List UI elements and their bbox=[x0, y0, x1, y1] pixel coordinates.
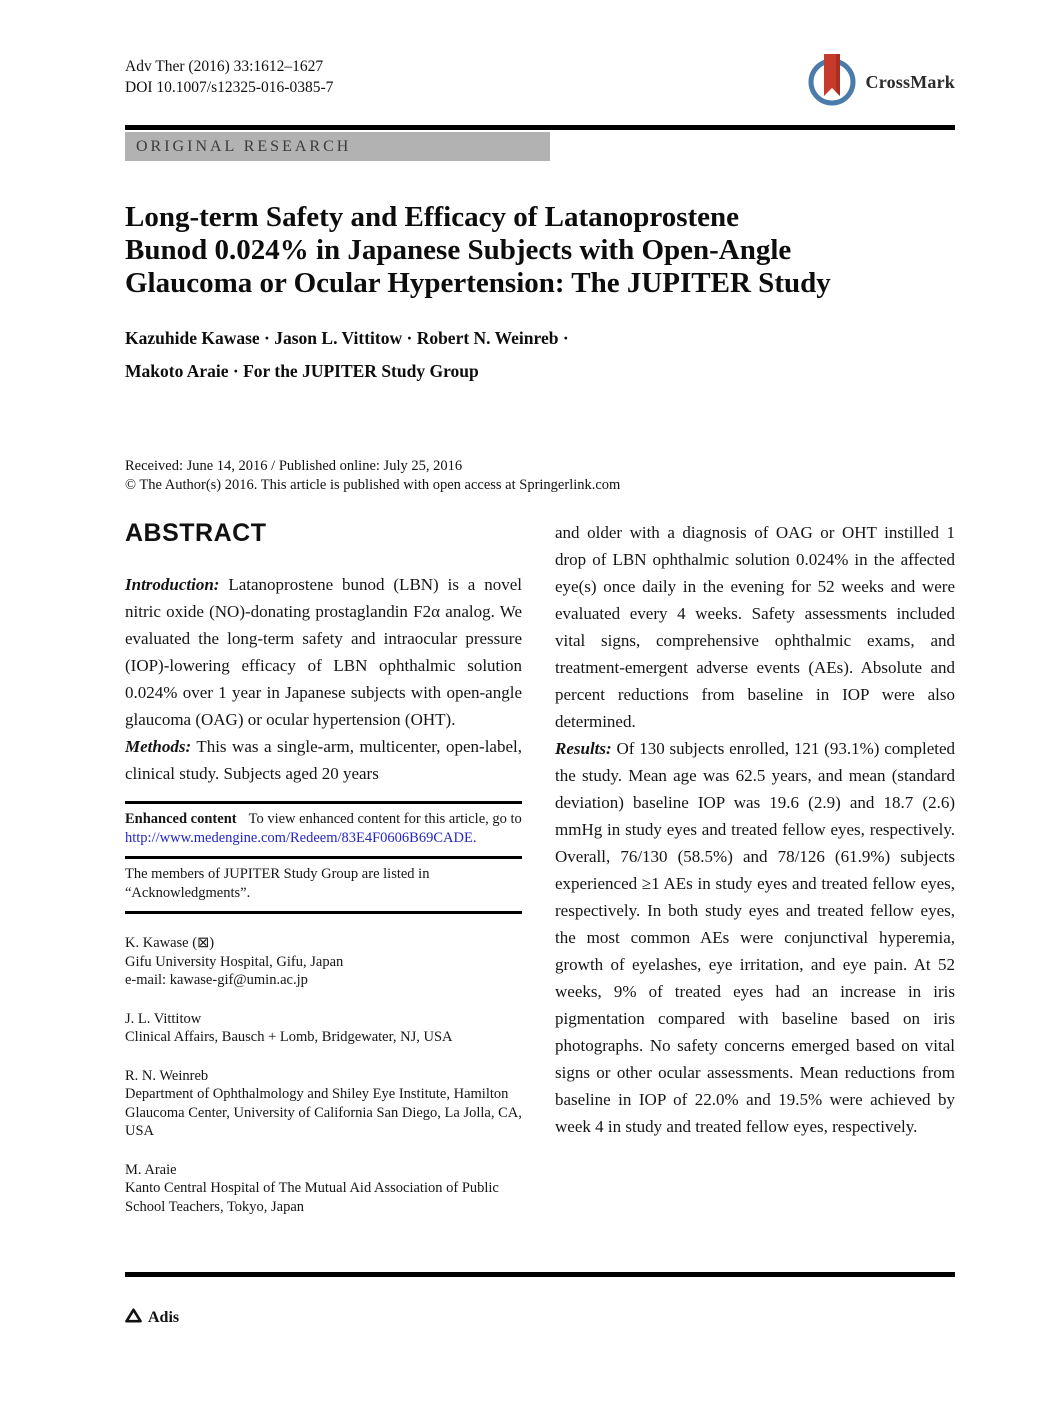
footnote-weinreb bbox=[125, 1067, 522, 1141]
article-title bbox=[125, 201, 955, 300]
crossmark-badge[interactable] bbox=[806, 52, 955, 113]
author-list bbox=[125, 322, 955, 387]
section-band bbox=[125, 132, 550, 161]
enhanced-content-label: Enhanced content bbox=[125, 811, 237, 827]
page-header bbox=[125, 0, 955, 113]
enhanced-content-link[interactable]: http://www.medengine.com/Redeem/83E4F0606B69CADE. bbox=[125, 829, 477, 846]
study-group-note: The members of JUPITER Study Group are listed in “Acknowledgments”. bbox=[125, 859, 522, 914]
footnote-vittitow bbox=[125, 1010, 522, 1047]
title-line: Bunod 0.024% in Japanese Subjects with Open-Angle bbox=[125, 234, 792, 266]
doi: DOI 10.1007/s12325-016-0385-7 bbox=[125, 79, 334, 96]
affiliations-footnotes bbox=[125, 934, 522, 1216]
title-line: Glaucoma or Ocular Hypertension: The JUPITER Study bbox=[125, 267, 831, 299]
abstract-methods-continued: and older with a diagnosis of OAG or OHT instilled 1 drop of LBN ophthalmic solution 0.024% in the affected eye(s) once daily in the evening for 52 weeks and were evaluated every 4 weeks. Safety assessments included vital signs, comprehensive ophthalmic exams, and treatment-emergent adverse events (AEs). Absolute and percent reductions from baseline in IOP were also determined. bbox=[555, 523, 955, 731]
journal-citation: Adv Ther (2016) 33:1612–1627 bbox=[125, 58, 324, 75]
journal-info bbox=[125, 56, 333, 98]
publisher-logo bbox=[125, 1308, 179, 1328]
footnote-author-name: M. Araie bbox=[125, 1161, 177, 1178]
footer-rule bbox=[125, 1272, 955, 1277]
footnote-email: e-mail: kawase-gif@umin.ac.jp bbox=[125, 972, 308, 988]
abstract-heading: ABSTRACT bbox=[125, 519, 267, 547]
crossmark-icon bbox=[806, 52, 858, 113]
title-line: Long-term Safety and Efficacy of Latanoprostene bbox=[125, 201, 740, 233]
results-text: Of 130 subjects enrolled, 121 (93.1%) completed the study. Mean age was 62.5 years, and mean (standard deviation) baseline IOP was 19.6 (2.9) and 18.7 (2.6) mmHg in study eyes and treated fellow eyes, respectively. Overall, 76/130 (58.5%) and 78/126 (61.9%) subjects experienced ≥1 AEs in study eyes and treated fellow eyes, respectively. In both study eyes and treated fellow eyes, the most common AEs were conjunctival hyperemia, growth of eyelashes, eye irritation, and eye pain. At 52 weeks, 9% of treated eyes had an increase in iris pigmentation compared with baseline based on iris photographs. No safety concerns emerged based on vital signs or other ocular assessments. Mean reductions from baseline in IOP of 22.0% and 19.5% were achieved by week 4 in study and treated fellow eyes, respectively. bbox=[555, 739, 956, 1136]
footnote-author-name: J. L. Vittitow bbox=[125, 1010, 202, 1027]
crossmark-label: CrossMark bbox=[865, 72, 955, 92]
footnote-affiliation: Kanto Central Hospital of The Mutual Aid Association of Public School Teachers, Tokyo, Japan bbox=[125, 1180, 499, 1215]
results-label: Results: bbox=[555, 739, 612, 758]
copyright-line: © The Author(s) 2016. This article is published with open access at Springerlink.com bbox=[125, 477, 621, 493]
footnote-affiliation: Clinical Affairs, Bausch + Lomb, Bridgewater, NJ, USA bbox=[125, 1029, 453, 1045]
abstract-intro-paragraph bbox=[125, 571, 522, 733]
footnote-author-name: R. N. Weinreb bbox=[125, 1067, 209, 1084]
adis-triangle-icon bbox=[125, 1308, 142, 1328]
enhanced-content-body: To view enhanced content for this article, go to bbox=[248, 811, 522, 827]
right-column bbox=[555, 519, 955, 1264]
author-line: Kazuhide Kawase · Jason L. Vittitow · Robert N. Weinreb · bbox=[125, 328, 569, 348]
footnote-kawase bbox=[125, 934, 522, 990]
publication-dates bbox=[125, 457, 955, 495]
intro-label: Introduction: bbox=[125, 575, 220, 594]
footnote-affiliation: Gifu University Hospital, Gifu, Japan bbox=[125, 953, 344, 970]
intro-text: Latanoprostene bunod (LBN) is a novel nitric oxide (NO)-donating prostaglandin F2α analog. We evaluated the long-term safety and intraocular pressure (IOP)-lowering efficacy of LBN ophthalmic solution 0.024% over 1 year in Japanese subjects with open-angle glaucoma (OAG) or ocular hypertension (OHT). bbox=[125, 575, 522, 729]
received-line: Received: June 14, 2016 / Published online: July 25, 2016 bbox=[125, 458, 463, 474]
footnote-affiliation: Department of Ophthalmology and Shiley Eye Institute, Hamilton Glaucoma Center, University of California San Diego, La Jolla, CA, USA bbox=[125, 1086, 522, 1139]
two-column-body bbox=[125, 519, 955, 1264]
publisher-name: Adis bbox=[148, 1309, 180, 1326]
abstract-methods-paragraph bbox=[125, 733, 522, 787]
left-column bbox=[125, 519, 522, 1264]
abstract-results-paragraph bbox=[555, 735, 955, 1140]
enhanced-content-text bbox=[125, 804, 522, 859]
methods-text-left: This was a single-arm, multicenter, open-label, clinical study. Subjects aged 20 years bbox=[125, 737, 522, 783]
footnote-araie bbox=[125, 1161, 522, 1217]
footnote-author-name: K. Kawase (⊠) bbox=[125, 935, 215, 951]
header-rule bbox=[125, 125, 955, 130]
author-line: Makoto Araie · For the JUPITER Study Group bbox=[125, 360, 479, 381]
enhanced-content-box bbox=[125, 801, 522, 914]
section-label: ORIGINAL RESEARCH bbox=[136, 137, 352, 155]
methods-label: Methods: bbox=[125, 737, 192, 756]
